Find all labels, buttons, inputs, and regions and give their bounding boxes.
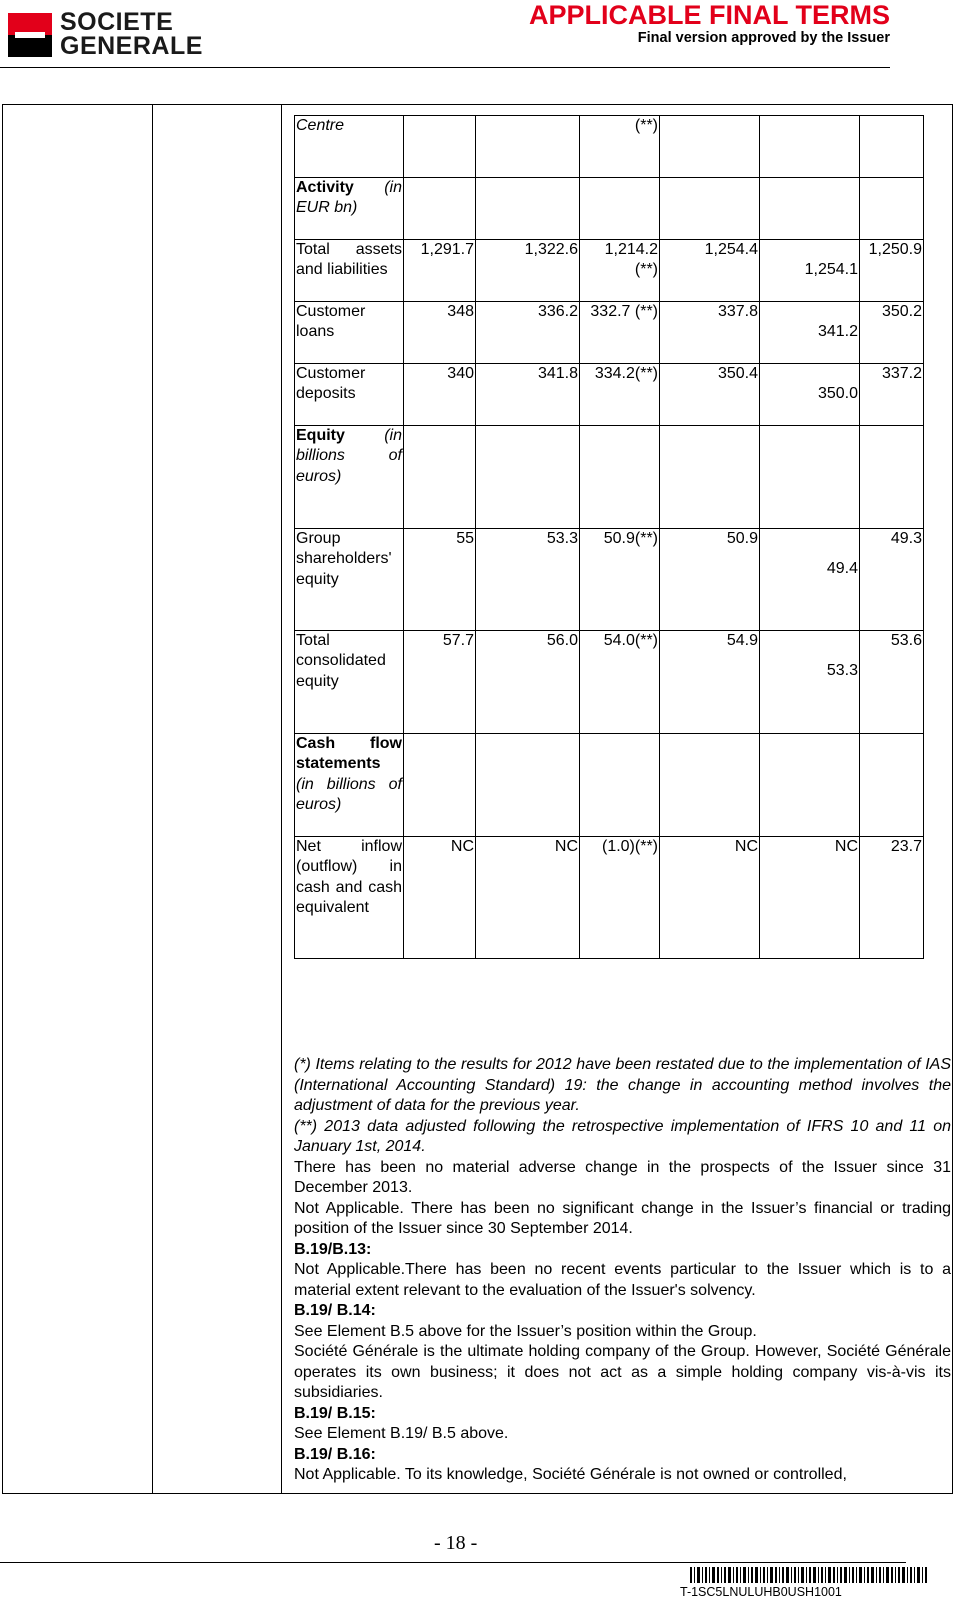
section-heading: B.19/ B.16: <box>294 1445 376 1463</box>
notes-section <box>294 1055 951 1486</box>
document-title: APPLICABLE FINAL TERMS <box>528 0 890 30</box>
table-row: Net inflow (outflow) in cash and cash equivalent NC NC (1.0)(**) NC NC 23.7 <box>295 837 924 959</box>
table-row <box>295 734 924 837</box>
paragraph: See Element B.19/ B.5 above. <box>294 1425 509 1442</box>
paragraph: Not Applicable.There has been no recent events particular to the Issuer which is to a material extent relevant to the evaluation of the Issuer's solvency. <box>294 1261 951 1299</box>
table-row: Group shareholders' equity 55 53.3 50.9(**) 50.9 49.4 49.3 <box>295 529 924 631</box>
column-divider-1 <box>152 104 153 1494</box>
table-row <box>295 116 924 178</box>
paragraph: There has been no material adverse change in the prospects of the Issuer since 31 December 2013. <box>294 1158 951 1196</box>
table-row: Total consolidated equity 57.7 56.0 54.0(**) 54.9 53.3 53.6 <box>295 631 924 734</box>
centre-note: (**) <box>580 116 660 178</box>
table-row: Customer deposits 340 341.8 334.2(**) 350.4 350.0 337.2 <box>295 364 924 426</box>
section-heading: B.19/ B.15: <box>294 1404 376 1422</box>
section-heading: B.19/ B.14: <box>294 1302 376 1319</box>
footer-divider <box>0 1562 906 1563</box>
paragraph: Not Applicable. There has been no significant change in the Issuer’s financial or trading position of the Issuer since 30 September 2014. <box>294 1199 951 1237</box>
section-heading: B.19/B.13: <box>294 1240 372 1258</box>
table-row: Customer loans 348 336.2 332.7 (**) 337.8 341.2 350.2 <box>295 302 924 364</box>
paragraph: See Element B.5 above for the Issuer’s position within the Group. <box>294 1322 757 1340</box>
column-divider-2 <box>281 104 282 1494</box>
ifrs-note: (**) 2013 data adjusted following the retrospective implementation of IFRS 10 and 11 on January 1st, 2014. <box>294 1117 951 1155</box>
barcode-icon <box>690 1567 930 1583</box>
restatement-note: (*) Items relating to the results for 2012 have been restated due to the implementation of IAS (International Accounting Standard) 19: the change in accounting method involves the adjustment of data for the previous year. <box>294 1056 951 1114</box>
paragraph: Not Applicable. To its knowledge, Société Générale is not owned or controlled, <box>294 1466 847 1483</box>
table-row <box>295 178 924 240</box>
activity-header: Activity (in EUR bn) <box>295 178 404 240</box>
logo-wordmark: SOCIETE GENERALE <box>60 8 203 60</box>
logo-square-icon <box>8 13 52 57</box>
cash-flow-header: Cash flow statements (in billions of euros) <box>295 734 404 837</box>
financial-data-table <box>294 115 924 959</box>
societe-generale-logo <box>8 10 228 58</box>
table-row <box>295 426 924 529</box>
header-divider <box>0 67 890 68</box>
equity-header: Equity (in billions of euros) <box>295 426 404 529</box>
centre-label: Centre <box>295 116 404 178</box>
paragraph: Société Générale is the ultimate holding company of the Group. However, Société Générale operates its own business; it does not act as a simple holding company vis-à-vis its subsidiaries. <box>294 1343 951 1401</box>
table-row: Total assets and liabilities 1,291.7 1,322.6 1,214.2 (**) 1,254.4 1,254.1 1,250.9 <box>295 240 924 302</box>
document-subtitle: Final version approved by the Issuer <box>637 30 890 46</box>
page-number: - 18 - <box>434 1532 478 1554</box>
document-code: T-1SC5LNULUHB0USH1001 <box>680 1585 842 1599</box>
